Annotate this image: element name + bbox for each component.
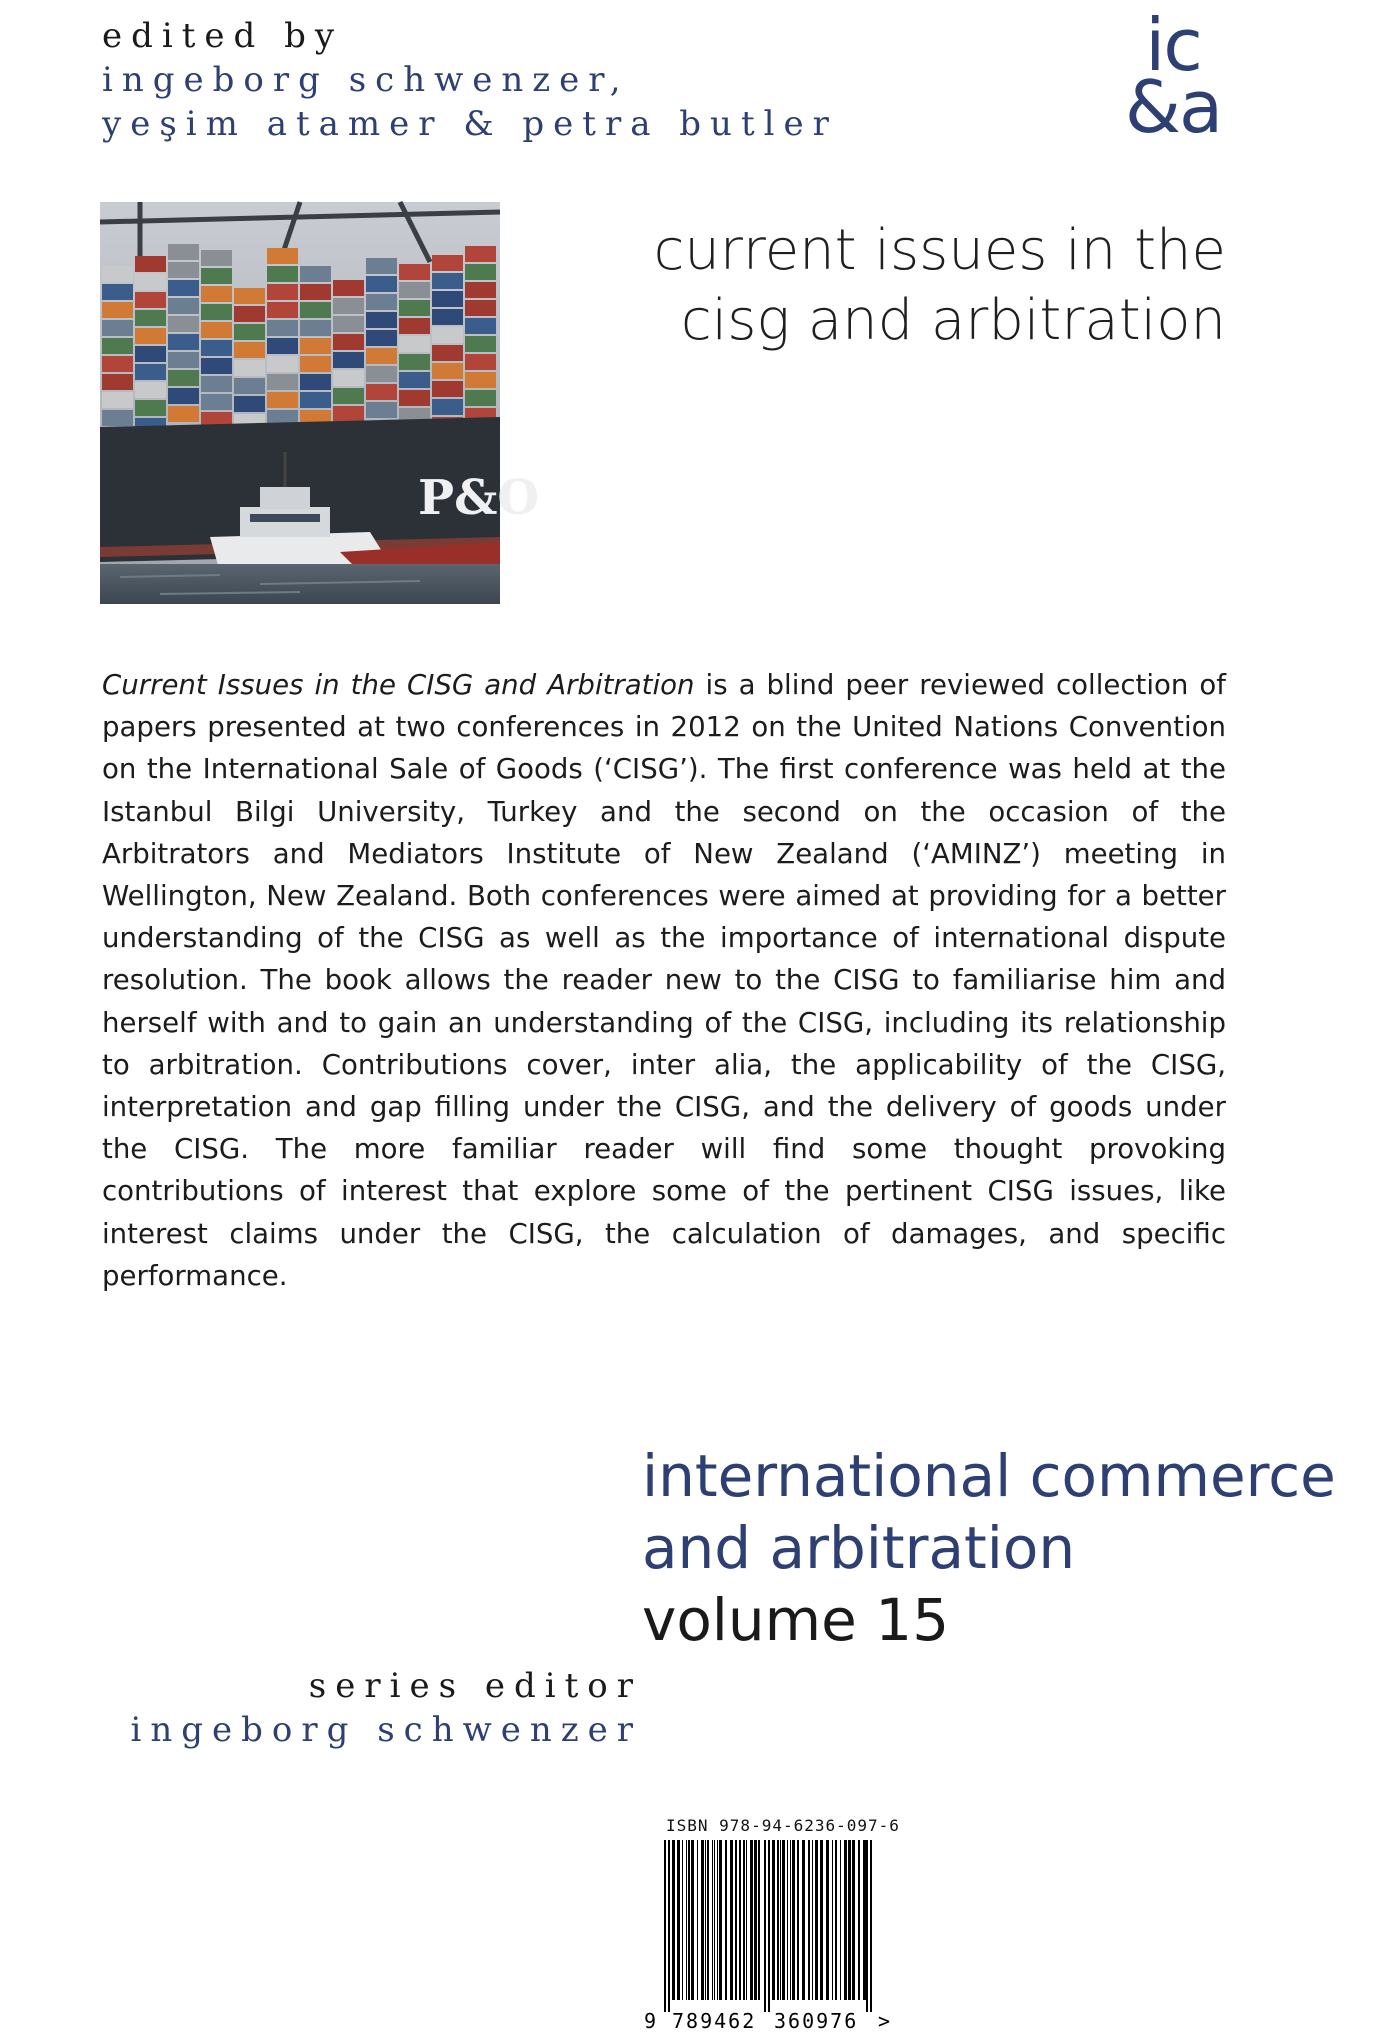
barcode-bar xyxy=(714,1840,715,2000)
shipping-container xyxy=(465,390,496,406)
book-title xyxy=(466,216,1226,356)
shipping-container xyxy=(399,336,430,352)
shipping-container xyxy=(300,356,331,372)
barcode-bar xyxy=(826,1840,829,2000)
shipping-container xyxy=(399,300,430,316)
shipping-container xyxy=(333,298,364,314)
shipping-container xyxy=(366,366,397,382)
barcode-graphic xyxy=(644,1840,894,2032)
barcode-bar xyxy=(725,1840,727,2000)
barcode-bar xyxy=(677,1840,680,2000)
shipping-container xyxy=(366,348,397,364)
series-name-line-2: and arbitration xyxy=(642,1514,1076,1582)
edited-by-label: edited by xyxy=(102,16,344,56)
shipping-container xyxy=(168,370,199,386)
shipping-container xyxy=(234,342,265,358)
shipping-container xyxy=(267,374,298,390)
shipping-container xyxy=(267,338,298,354)
isbn-barcode xyxy=(644,1840,894,2032)
barcode-bar xyxy=(820,1840,823,2000)
barcode-bar xyxy=(664,1840,666,2012)
barcode-bar xyxy=(691,1840,694,2000)
barcode-bar xyxy=(682,1840,683,2000)
barcode-digits-right: 360976 xyxy=(774,2009,859,2033)
barcode-bar xyxy=(782,1840,785,2000)
shipping-container xyxy=(300,302,331,318)
shipping-container xyxy=(399,264,430,280)
barcode-bar xyxy=(768,1840,770,2012)
shipping-container xyxy=(102,410,133,426)
barcode-bar xyxy=(746,1840,747,2000)
barcode-bar xyxy=(802,1840,805,2000)
shipping-container xyxy=(333,406,364,422)
shipping-container xyxy=(465,354,496,370)
barcode-bar xyxy=(863,1840,866,2000)
series-editor-label: series editor xyxy=(308,1666,642,1706)
shipping-container xyxy=(432,291,463,307)
shipping-container xyxy=(432,399,463,415)
shipping-container xyxy=(102,320,133,336)
barcode-bar xyxy=(750,1840,753,2000)
barcode-bar xyxy=(686,1840,687,2000)
shipping-container xyxy=(333,334,364,350)
shipping-container xyxy=(300,392,331,408)
barcode-bar xyxy=(787,1840,788,2000)
ship-lettering: P&O xyxy=(418,470,540,526)
shipping-container xyxy=(102,302,133,318)
editors-block xyxy=(102,14,838,146)
shipping-container xyxy=(399,318,430,334)
shipping-container xyxy=(267,266,298,282)
shipping-container xyxy=(399,372,430,388)
shipping-container xyxy=(267,392,298,408)
barcode-bar xyxy=(688,1840,690,2000)
shipping-container xyxy=(333,370,364,386)
shipping-container xyxy=(399,390,430,406)
shipping-container xyxy=(201,376,232,392)
barcode-bar xyxy=(668,1840,670,2012)
shipping-container xyxy=(432,309,463,325)
barcode-bar xyxy=(832,1840,833,2000)
barcode-bar xyxy=(815,1840,818,2000)
barcode-bar xyxy=(812,1840,813,2000)
barcode-bar xyxy=(707,1840,709,2000)
shipping-container xyxy=(234,378,265,394)
shipping-container xyxy=(168,316,199,332)
shipping-container xyxy=(267,248,298,264)
isbn-label: ISBN 978-94-6236-097-6 xyxy=(666,1816,900,1835)
barcode-bar xyxy=(852,1840,855,2000)
barcode-bar xyxy=(712,1840,713,2000)
shipping-container xyxy=(366,330,397,346)
logo-line-2: &a xyxy=(1124,65,1222,149)
shipping-container xyxy=(168,406,199,422)
shipping-container xyxy=(201,394,232,410)
editors-line-2: yeşim atamer & petra butler xyxy=(102,104,838,144)
shipping-container xyxy=(432,327,463,343)
series-name-block xyxy=(642,1440,1336,1656)
barcode-bar xyxy=(717,1840,718,2000)
shipping-container xyxy=(234,306,265,322)
shipping-container xyxy=(366,402,397,418)
barcode-bar xyxy=(780,1840,781,2000)
shipping-container xyxy=(102,374,133,390)
series-editor-name: ingeborg schwenzer xyxy=(130,1710,642,1750)
shipping-container xyxy=(135,310,166,326)
shipping-container xyxy=(267,302,298,318)
shipping-container xyxy=(201,340,232,356)
shipping-container xyxy=(102,338,133,354)
shipping-container xyxy=(432,273,463,289)
barcode-bar xyxy=(764,1840,766,2012)
book-title-line-2: cisg and arbitration xyxy=(680,288,1226,353)
shipping-container xyxy=(102,266,133,282)
barcode-quiet-mark: > xyxy=(878,2009,891,2033)
shipping-container xyxy=(234,396,265,412)
shipping-container xyxy=(300,320,331,336)
series-logo xyxy=(1108,3,1238,149)
shipping-container xyxy=(168,262,199,278)
shipping-container xyxy=(300,374,331,390)
shipping-container xyxy=(366,258,397,274)
barcode-bar xyxy=(866,1840,868,2012)
shipping-container xyxy=(267,356,298,372)
description-body: is a blind peer reviewed collection of papers presented at two conferences in 2012 on the United Nations Convention on the International Sale of Goods (‘CISG’). The first conference was held at the Istanbul Bilgi University, Turkey and the second on the occasion of the Arbitrators and Mediators Institute of New Zealand (‘AMINZ’) meeting in Wellington, New Zealand. Both conferences were aimed at providing for a better understanding of the CISG as well as the importance of international dispute resolution. The book allows the reader new to the CISG to familiarise him and herself with and to gain an understanding of the CISG, including its relationship to arbitration. Contributions cover, inter alia, the applicability of the CISG, interpretation and gap filling under the CISG, and the delivery of goods under the CISG. The more familiar reader will find some thought provoking contributions of interest that explore some of the pertinent CISG issues, like interest claims under the CISG, the calculation of damages, and specific performance. xyxy=(102,668,1226,1292)
shipping-container xyxy=(267,284,298,300)
shipping-container xyxy=(168,244,199,260)
shipping-container xyxy=(432,255,463,271)
book-description xyxy=(102,664,1226,1297)
shipping-container xyxy=(432,363,463,379)
shipping-container xyxy=(135,256,166,272)
barcode-bar xyxy=(730,1840,733,2000)
barcode-bar xyxy=(870,1840,872,2012)
shipping-container xyxy=(234,360,265,376)
barcode-bar xyxy=(739,1840,741,2000)
barcode-bar xyxy=(835,1840,837,2000)
shipping-container xyxy=(366,384,397,400)
book-title-line-1: current issues in the xyxy=(653,218,1226,283)
barcode-bar xyxy=(735,1840,737,2000)
barcode-bar xyxy=(701,1840,704,2000)
barcode-bar xyxy=(844,1840,847,2000)
shipping-container xyxy=(201,304,232,320)
shipping-container xyxy=(135,382,166,398)
barcode-bar xyxy=(758,1840,760,2000)
series-name-line-1: international commerce xyxy=(642,1442,1336,1510)
shipping-container xyxy=(333,280,364,296)
barcode-bar xyxy=(808,1840,810,2000)
shipping-container xyxy=(333,388,364,404)
shipping-container xyxy=(201,250,232,266)
barcode-bar xyxy=(840,1840,841,2000)
shipping-container xyxy=(267,320,298,336)
barcode-bar xyxy=(858,1840,860,2000)
container-ship-image xyxy=(100,202,540,604)
barcode-bar xyxy=(672,1840,675,2000)
shipping-container xyxy=(300,284,331,300)
shipping-container xyxy=(234,324,265,340)
series-volume: volume 15 xyxy=(642,1586,950,1654)
shipping-container xyxy=(168,352,199,368)
shipping-container xyxy=(102,284,133,300)
shipping-container xyxy=(135,346,166,362)
shipping-container xyxy=(300,338,331,354)
shipping-container xyxy=(399,282,430,298)
description-italic-title: Current Issues in the CISG and Arbitration xyxy=(102,668,695,701)
barcode-bar xyxy=(705,1840,706,2000)
barcode-bar xyxy=(772,1840,775,2000)
barcode-bar xyxy=(743,1840,745,2000)
barcode-bar xyxy=(754,1840,757,2000)
shipping-container xyxy=(432,345,463,361)
barcode-digit-first: 9 xyxy=(644,2009,657,2033)
series-editor-block xyxy=(130,1664,642,1752)
shipping-container xyxy=(333,316,364,332)
shipping-container xyxy=(366,312,397,328)
barcode-bar xyxy=(792,1840,795,2000)
shipping-container xyxy=(399,354,430,370)
shipping-container xyxy=(432,381,463,397)
barcode-bar xyxy=(697,1840,698,2000)
shipping-container xyxy=(135,364,166,380)
barcode-bar xyxy=(797,1840,799,2000)
shipping-container xyxy=(168,388,199,404)
shipping-container xyxy=(102,356,133,372)
shipping-container xyxy=(201,322,232,338)
shipping-container xyxy=(333,352,364,368)
barcode-bar xyxy=(848,1840,851,2000)
shipping-container xyxy=(135,292,166,308)
shipping-container xyxy=(135,328,166,344)
shipping-container xyxy=(234,288,265,304)
barcode-bar xyxy=(777,1840,779,2000)
shipping-container xyxy=(168,334,199,350)
shipping-container xyxy=(300,266,331,282)
barcode-bar xyxy=(790,1840,791,2000)
shipping-container xyxy=(366,294,397,310)
barcode-bar xyxy=(719,1840,722,2000)
shipping-container xyxy=(201,286,232,302)
editors-line-1: ingeborg schwenzer, xyxy=(102,60,630,100)
barcode-digits-left: 789462 xyxy=(672,2009,757,2033)
shipping-container xyxy=(465,372,496,388)
shipping-container xyxy=(168,298,199,314)
shipping-container xyxy=(201,358,232,374)
shipping-container xyxy=(201,268,232,284)
shipping-container xyxy=(102,392,133,408)
shipping-container xyxy=(135,400,166,416)
shipping-container xyxy=(366,276,397,292)
shipping-container xyxy=(135,274,166,290)
cover-photo-container-ship xyxy=(100,202,540,604)
logo-line-1: ic xyxy=(1145,3,1201,87)
shipping-container xyxy=(168,280,199,296)
